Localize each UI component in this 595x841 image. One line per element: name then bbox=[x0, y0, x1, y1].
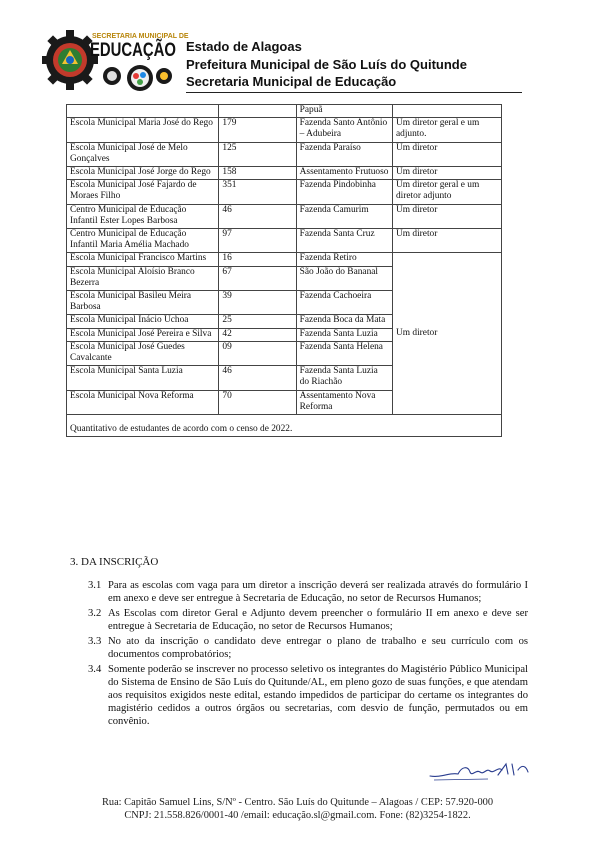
table-row bbox=[67, 253, 502, 266]
education-secretariat-logo bbox=[44, 26, 200, 98]
list-item bbox=[88, 579, 528, 605]
table-cell bbox=[67, 105, 219, 118]
schools-table bbox=[66, 104, 502, 437]
logo-top-text: SECRETARIA MUNICIPAL DE bbox=[92, 33, 189, 40]
item-text: No ato da inscrição o candidato deve entregar o plano de trabalho e seu currículo com os documentos comprobatórios; bbox=[108, 636, 528, 660]
students-cell: 70 bbox=[219, 390, 296, 414]
item-number: 3.4 bbox=[88, 664, 102, 675]
students-cell: 25 bbox=[219, 315, 296, 328]
location-cell: Assentamento Nova Reforma bbox=[296, 390, 392, 414]
school-cell: Escola Municipal José de Melo Gonçalves bbox=[67, 142, 219, 166]
students-cell: 351 bbox=[219, 180, 296, 204]
item-text: Somente poderão se inscrever no processo seletivo os integrantes do Magistério Público Municipal do Sistema de Ensino de São Luís do Quitunde/AL, em pleno gozo de suas funções, e que atendam aos requisitos exigidos neste edital, estando impedidos de participar do certame os integrantes do magistério cedidos a outros órgãos ou secretarias, com desvio de função, permutados ou em convênio. bbox=[108, 664, 528, 727]
table-row bbox=[67, 229, 502, 253]
header-divider bbox=[186, 92, 522, 93]
item-number: 3.2 bbox=[88, 608, 102, 619]
school-cell: Centro Municipal de Educação Infantil Ester Lopes Barbosa bbox=[67, 204, 219, 228]
table-row bbox=[67, 180, 502, 204]
students-cell: 46 bbox=[219, 204, 296, 228]
small-gear-icon bbox=[127, 65, 153, 91]
school-cell: Escola Municipal Francisco Martins bbox=[67, 253, 219, 266]
footer-address: Rua: Capitão Samuel Lins, S/Nº - Centro. São Luís do Quitunde – Alagoas / CEP: 57.920-000 bbox=[101, 797, 494, 808]
location-cell: Fazenda Santa Luzia bbox=[296, 328, 392, 341]
section-title: 3. DA INSCRIÇÃO bbox=[70, 556, 159, 568]
vacancy-cell: Um diretor bbox=[392, 229, 501, 253]
table-row bbox=[67, 204, 502, 228]
school-cell: Escola Municipal Maria José do Rego bbox=[67, 118, 219, 142]
vacancy-cell: Um diretor geral e um diretor adjunto bbox=[392, 180, 501, 204]
vacancy-cell: Um diretor bbox=[392, 204, 501, 228]
table-row bbox=[67, 167, 502, 180]
students-cell: 179 bbox=[219, 118, 296, 142]
students-cell: 16 bbox=[219, 253, 296, 266]
logo-main-text: EDUCAÇÃO bbox=[90, 40, 200, 61]
school-cell: Escola Municipal Santa Luzia bbox=[67, 366, 219, 390]
table-cell: Papuã bbox=[296, 105, 392, 118]
merged-vacancy-cell: Um diretor bbox=[392, 253, 501, 415]
school-cell: Escola Municipal Aloísio Branco Bezerra bbox=[67, 266, 219, 290]
table-cell bbox=[392, 105, 501, 118]
header-prefecture: Prefeitura Municipal de São Luís do Quitunde bbox=[186, 56, 467, 72]
location-cell: Fazenda Camurim bbox=[296, 204, 392, 228]
table-footnote: Quantitativo de estudantes de acordo com o censo de 2022. bbox=[67, 415, 502, 437]
header-secretariat: Secretaria Municipal de Educação bbox=[186, 74, 397, 89]
school-cell: Escola Municipal José Fajardo de Moraes Filho bbox=[67, 180, 219, 204]
location-cell: Fazenda Pindobinha bbox=[296, 180, 392, 204]
students-cell: 158 bbox=[219, 167, 296, 180]
location-cell: Fazenda Santo Antônio – Adubeira bbox=[296, 118, 392, 142]
section-items bbox=[88, 579, 528, 730]
school-cell: Escola Municipal José Jorge do Rego bbox=[67, 167, 219, 180]
item-text: Para as escolas com vaga para um diretor a inscrição deverá ser realizada através do formulário I em anexo e deve ser entregue à Secretaria de Educação, no setor de Recursos Humanos; bbox=[108, 580, 528, 604]
location-cell: Fazenda Santa Luzia do Riachão bbox=[296, 366, 392, 390]
location-cell: Assentamento Frutuoso bbox=[296, 167, 392, 180]
item-number: 3.1 bbox=[88, 580, 102, 591]
list-item bbox=[88, 607, 528, 633]
location-cell: São João do Bananal bbox=[296, 266, 392, 290]
location-cell: Fazenda Paraíso bbox=[296, 142, 392, 166]
list-item bbox=[88, 663, 528, 728]
students-cell: 46 bbox=[219, 366, 296, 390]
school-cell: Escola Municipal Basileu Meira Barbosa bbox=[67, 291, 219, 315]
school-cell: Escola Municipal Inácio Uchoa bbox=[67, 315, 219, 328]
table-cell bbox=[219, 105, 296, 118]
item-number: 3.3 bbox=[88, 636, 102, 647]
students-cell: 09 bbox=[219, 341, 296, 365]
list-item bbox=[88, 635, 528, 661]
table-row bbox=[67, 118, 502, 142]
students-cell: 97 bbox=[219, 229, 296, 253]
table-footnote-row bbox=[67, 415, 502, 437]
school-cell: Escola Municipal Nova Reforma bbox=[67, 390, 219, 414]
vacancy-cell: Um diretor bbox=[392, 142, 501, 166]
students-cell: 42 bbox=[219, 328, 296, 341]
school-cell: Escola Municipal José Pereira e Silva bbox=[67, 328, 219, 341]
item-text: As Escolas com diretor Geral e Adjunto devem preencher o formulário II em anexo e deve ser entregue à Secretaria de Educação, no setor de Recursos Humanos; bbox=[108, 608, 528, 632]
handwritten-signature bbox=[428, 760, 532, 784]
table-row bbox=[67, 142, 502, 166]
header-state: Estado de Alagoas bbox=[186, 39, 302, 54]
location-cell: Fazenda Cachoeira bbox=[296, 291, 392, 315]
table-row bbox=[67, 105, 502, 118]
students-cell: 39 bbox=[219, 291, 296, 315]
location-cell: Fazenda Boca da Mata bbox=[296, 315, 392, 328]
footer-contact: CNPJ: 21.558.826/0001-40 /email: educação.sl@gmail.com. Fone: (82)3254-1822. bbox=[124, 810, 471, 821]
location-cell: Fazenda Retiro bbox=[296, 253, 392, 266]
vacancy-cell: Um diretor geral e um adjunto. bbox=[392, 118, 501, 142]
students-cell: 67 bbox=[219, 266, 296, 290]
school-cell: Escola Municipal José Guedes Cavalcante bbox=[67, 341, 219, 365]
location-cell: Fazenda Santa Cruz bbox=[296, 229, 392, 253]
page-footer bbox=[0, 796, 595, 822]
header-block bbox=[186, 38, 467, 91]
school-cell: Centro Municipal de Educação Infantil Maria Amélia Machado bbox=[67, 229, 219, 253]
vacancy-cell: Um diretor bbox=[392, 167, 501, 180]
students-cell: 125 bbox=[219, 142, 296, 166]
location-cell: Fazenda Santa Helena bbox=[296, 341, 392, 365]
